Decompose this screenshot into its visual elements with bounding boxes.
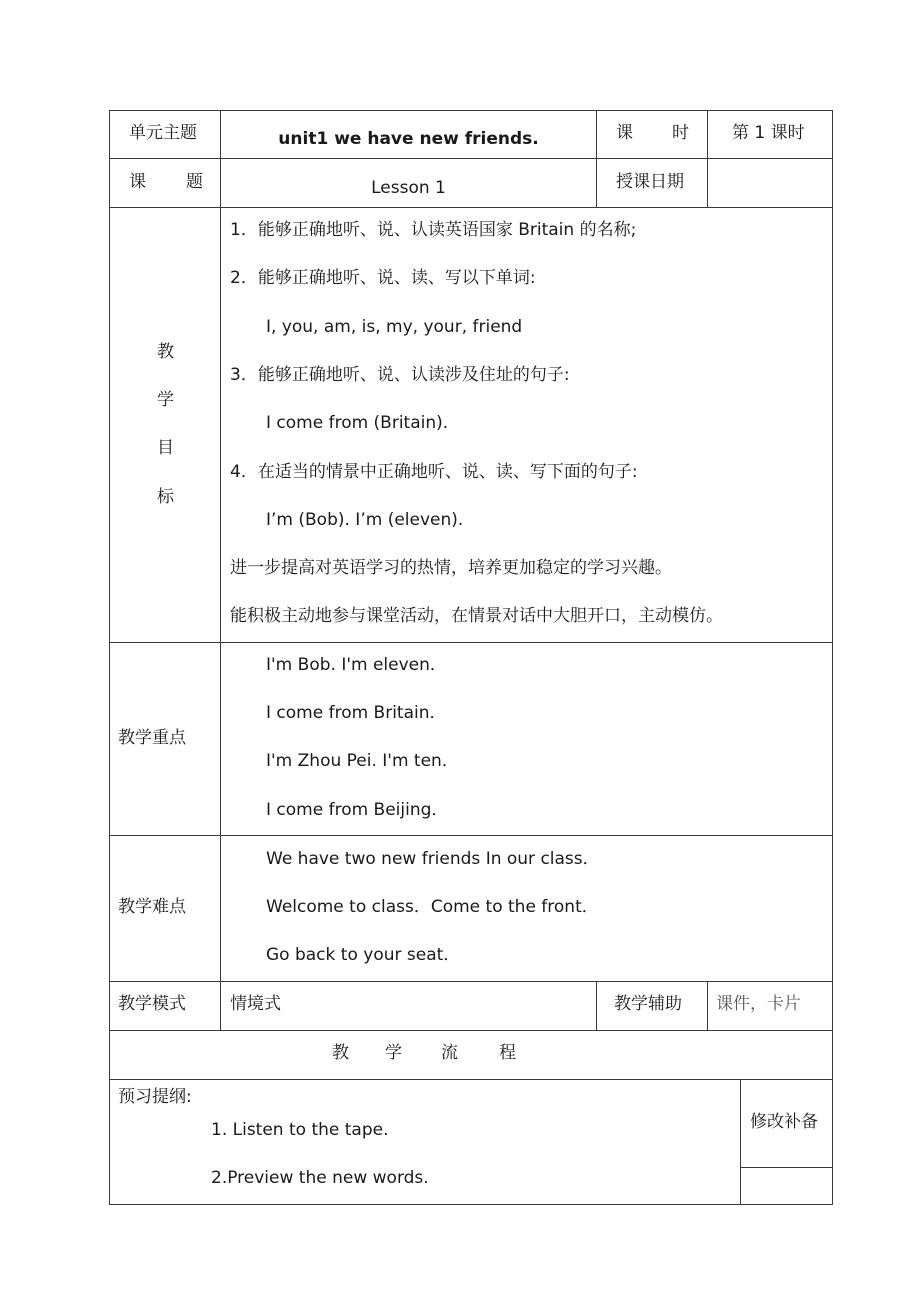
preview-label: 预习提纲: — [118, 1087, 192, 1107]
objective-line: 能积极主动地参与课堂活动，在情景对话中大胆开口，主动模仿。 — [230, 606, 723, 626]
col-divider — [707, 110, 708, 208]
key-points-label: 教学重点 — [118, 728, 186, 748]
preview-item: 2.Preview the new words. — [211, 1168, 429, 1188]
period-label — [616, 122, 689, 144]
topic-label-char: 题 — [186, 172, 203, 192]
period-label-char: 课 — [616, 123, 633, 143]
objectives-label-char: 教 — [157, 342, 174, 362]
difficulties-label: 教学难点 — [118, 897, 186, 917]
process-title-char: 教 — [332, 1043, 349, 1063]
key-point-line: I come from Britain． — [266, 703, 447, 723]
row-divider — [109, 1030, 833, 1031]
table-border-bottom — [109, 1204, 833, 1205]
row-divider — [109, 207, 833, 208]
aids-label: 教学辅助 — [614, 994, 682, 1014]
col-divider — [740, 1079, 741, 1205]
objectives-label-char: 学 — [157, 390, 174, 410]
col-divider — [707, 981, 708, 1031]
difficulty-line: Go back to your seat． — [266, 945, 461, 965]
period-value: 第 1 课时 — [732, 123, 805, 143]
topic-label — [129, 171, 203, 193]
difficulty-line: We have two new friends In our class． — [266, 849, 600, 869]
col-divider — [596, 110, 597, 208]
key-point-line: I'm Bob. I'm eleven． — [266, 655, 447, 675]
unit-theme-label: 单元主题 — [129, 123, 197, 143]
process-title-char: 程 — [499, 1043, 516, 1063]
period-label-char: 时 — [672, 123, 689, 143]
row-divider — [109, 158, 833, 159]
lesson-title: Lesson 1 — [371, 178, 446, 198]
row-divider — [109, 835, 833, 836]
difficulty-line: Welcome to class．Come to the front． — [266, 897, 599, 917]
aids-value: 课件，卡片 — [716, 994, 801, 1014]
objective-line: 进一步提高对英语学习的热情，培养更加稳定的学习兴趣。 — [230, 558, 672, 578]
row-divider — [740, 1167, 833, 1168]
objectives-label-char: 目 — [157, 438, 174, 458]
revise-label: 修改补备 — [750, 1112, 818, 1132]
objective-line: I come from (Britain). — [266, 413, 449, 433]
preview-item: 1. Listen to the tape. — [211, 1120, 389, 1140]
process-title-char: 学 — [385, 1043, 402, 1063]
row-divider — [109, 1079, 833, 1080]
objective-line: 2．能够正确地听、说、读、写以下单词: — [230, 268, 536, 288]
mode-value: 情境式 — [230, 994, 281, 1014]
objective-line: I’m (Bob). I’m (eleven). — [266, 510, 464, 530]
unit-title: unit1 we have new friends. — [278, 129, 539, 149]
date-label: 授课日期 — [616, 172, 684, 192]
objectives-label-char: 标 — [157, 487, 174, 507]
mode-label: 教学模式 — [118, 994, 186, 1014]
col-divider — [596, 981, 597, 1031]
table-border-top — [109, 110, 833, 111]
process-title-char: 流 — [441, 1043, 458, 1063]
table-border-left — [109, 110, 110, 1205]
objective-line: 4．在适当的情景中正确地听、说、读、写下面的句子: — [230, 462, 638, 482]
objective-line: 1．能够正确地听、说、认读英语国家 Britain 的名称; — [230, 220, 637, 240]
row-divider — [109, 642, 833, 643]
row-divider — [109, 981, 833, 982]
objective-line: I, you, am, is, my, your, friend — [266, 317, 523, 337]
objective-line: 3．能够正确地听、说、认读涉及住址的句子: — [230, 365, 570, 385]
col-divider — [220, 110, 221, 1030]
table-border-right — [832, 110, 833, 1205]
key-point-line: I come from Beijing． — [266, 800, 449, 820]
topic-label-char: 课 — [129, 172, 146, 192]
key-point-line: I'm Zhou Pei. I'm ten． — [266, 751, 459, 771]
